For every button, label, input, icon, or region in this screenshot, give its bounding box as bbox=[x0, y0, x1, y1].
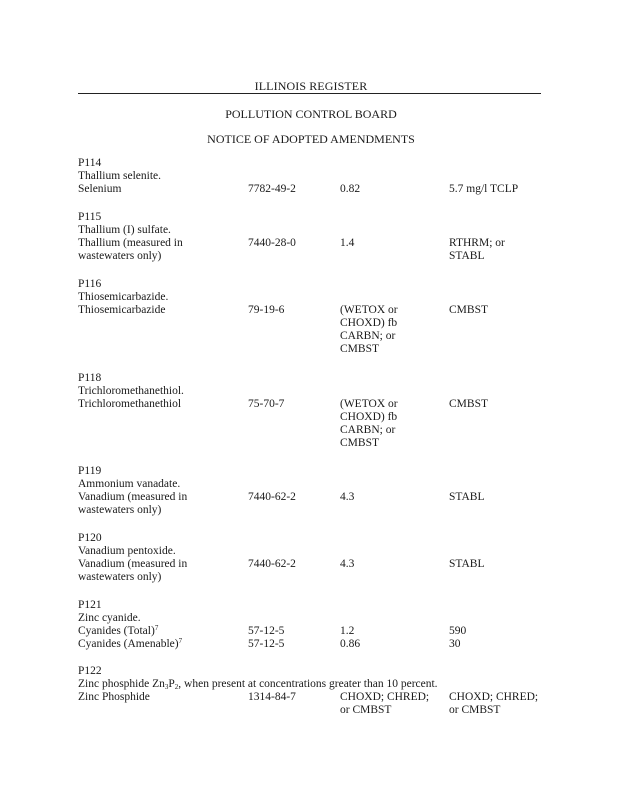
description-text: , when present at concentrations greater than 10 percent. bbox=[178, 678, 438, 690]
wastewater-standard: 4.3 bbox=[340, 491, 355, 503]
cas-number: 7440-28-0 bbox=[248, 237, 296, 249]
wastewater-standard-continued: CMBST bbox=[340, 437, 379, 449]
subscript: 3 bbox=[164, 683, 169, 691]
constituent: Vanadium (measured in bbox=[78, 558, 188, 570]
waste-name: Zinc cyanide. bbox=[78, 612, 141, 624]
nonwastewater-standard: CHOXD; CHRED; bbox=[449, 691, 539, 703]
wastewater-standard-continued: CARBN; or bbox=[340, 330, 396, 342]
wastewater-standard: (WETOX or bbox=[340, 398, 398, 410]
cas-number: 57-12-5 bbox=[248, 625, 285, 637]
cas-number: 75-70-7 bbox=[248, 398, 285, 410]
nonwastewater-standard: CMBST bbox=[449, 398, 488, 410]
cas-number: 79-19-6 bbox=[248, 304, 285, 316]
cas-number: 7440-62-2 bbox=[248, 558, 296, 570]
constituent: Vanadium (measured in bbox=[78, 491, 188, 503]
nonwastewater-standard-continued: STABL bbox=[449, 250, 485, 262]
constituent-label: Cyanides (Amenable) bbox=[78, 638, 179, 650]
entry-p115 bbox=[78, 211, 548, 263]
cas-number: 57-12-5 bbox=[248, 638, 285, 650]
constituent bbox=[78, 625, 158, 638]
waste-code: P115 bbox=[78, 211, 102, 223]
waste-description bbox=[78, 678, 438, 691]
waste-code: P119 bbox=[78, 465, 102, 477]
nonwastewater-standard: 30 bbox=[449, 638, 461, 650]
waste-name: Thallium selenite. bbox=[78, 170, 162, 182]
wastewater-standard: (WETOX or bbox=[340, 304, 398, 316]
cas-number: 7782-49-2 bbox=[248, 183, 296, 195]
description-text: P bbox=[168, 678, 175, 690]
entry-p119 bbox=[78, 465, 548, 517]
constituent bbox=[78, 638, 182, 651]
subscript: 2 bbox=[174, 683, 179, 691]
waste-code: P118 bbox=[78, 372, 102, 384]
constituent: Selenium bbox=[78, 183, 122, 195]
waste-code: P120 bbox=[78, 532, 102, 544]
nonwastewater-standard: CMBST bbox=[449, 304, 488, 316]
header-rule bbox=[78, 93, 541, 94]
nonwastewater-standard: STABL bbox=[449, 558, 485, 570]
wastewater-standard-continued: CHOXD) fb bbox=[340, 317, 398, 329]
constituent: Trichloromethanethiol bbox=[78, 398, 182, 410]
waste-name: Vanadium pentoxide. bbox=[78, 545, 176, 557]
notice-title: NOTICE OF ADOPTED AMENDMENTS bbox=[207, 132, 415, 146]
constituent-continued: wastewaters only) bbox=[78, 250, 162, 262]
wastewater-standard: CHOXD; CHRED; bbox=[340, 691, 430, 703]
nonwastewater-standard: STABL bbox=[449, 491, 485, 503]
constituent: Thallium (measured in bbox=[78, 237, 183, 249]
entry-p121 bbox=[78, 599, 548, 651]
wastewater-standard: 0.86 bbox=[340, 638, 361, 650]
waste-code: P114 bbox=[78, 157, 102, 169]
wastewater-standard-continued: CMBST bbox=[340, 343, 379, 355]
board-title: POLLUTION CONTROL BOARD bbox=[225, 107, 397, 121]
wastewater-standard-continued: CHOXD) fb bbox=[340, 411, 398, 423]
waste-code: P116 bbox=[78, 278, 102, 290]
entry-p122 bbox=[78, 665, 548, 717]
description-text: Zinc phosphide Zn bbox=[78, 678, 165, 690]
cas-number: 7440-62-2 bbox=[248, 491, 296, 503]
waste-name: Thiosemicarbazide. bbox=[78, 291, 169, 303]
waste-name: Trichloromethanethiol. bbox=[78, 385, 184, 397]
constituent-label: Cyanides (Total) bbox=[78, 625, 155, 637]
wastewater-standard-continued: CARBN; or bbox=[340, 424, 396, 436]
wastewater-standard-continued: or CMBST bbox=[340, 704, 392, 716]
constituent-continued: wastewaters only) bbox=[78, 504, 162, 516]
entry-p118 bbox=[78, 372, 548, 450]
footnote-ref: 7 bbox=[178, 637, 183, 645]
nonwastewater-standard: 590 bbox=[449, 625, 467, 637]
waste-name: Ammonium vanadate. bbox=[78, 478, 181, 490]
entry-p116 bbox=[78, 278, 548, 356]
nonwastewater-standard: RTHRM; or bbox=[449, 237, 505, 249]
nonwastewater-standard-continued: or CMBST bbox=[449, 704, 501, 716]
waste-name: Thallium (I) sulfate. bbox=[78, 224, 171, 236]
waste-code: P121 bbox=[78, 599, 102, 611]
wastewater-standard: 1.2 bbox=[340, 625, 355, 637]
standard-unit: /l TCLP bbox=[480, 183, 519, 195]
cas-number: 1314-84-7 bbox=[248, 691, 296, 703]
waste-code: P122 bbox=[78, 665, 102, 677]
constituent-continued: wastewaters only) bbox=[78, 571, 162, 583]
wastewater-standard: 4.3 bbox=[340, 558, 355, 570]
entry-p114 bbox=[78, 157, 548, 196]
constituent: Thiosemicarbazide bbox=[78, 304, 166, 316]
standard-value: 5.7 mg bbox=[449, 183, 481, 195]
wastewater-standard: 0.82 bbox=[340, 183, 361, 195]
footnote-ref: 7 bbox=[154, 624, 159, 632]
register-title: ILLINOIS REGISTER bbox=[254, 79, 368, 93]
constituent: Zinc Phosphide bbox=[78, 691, 150, 703]
entry-p120 bbox=[78, 532, 548, 584]
wastewater-standard: 1.4 bbox=[340, 237, 355, 249]
nonwastewater-standard bbox=[449, 183, 518, 196]
